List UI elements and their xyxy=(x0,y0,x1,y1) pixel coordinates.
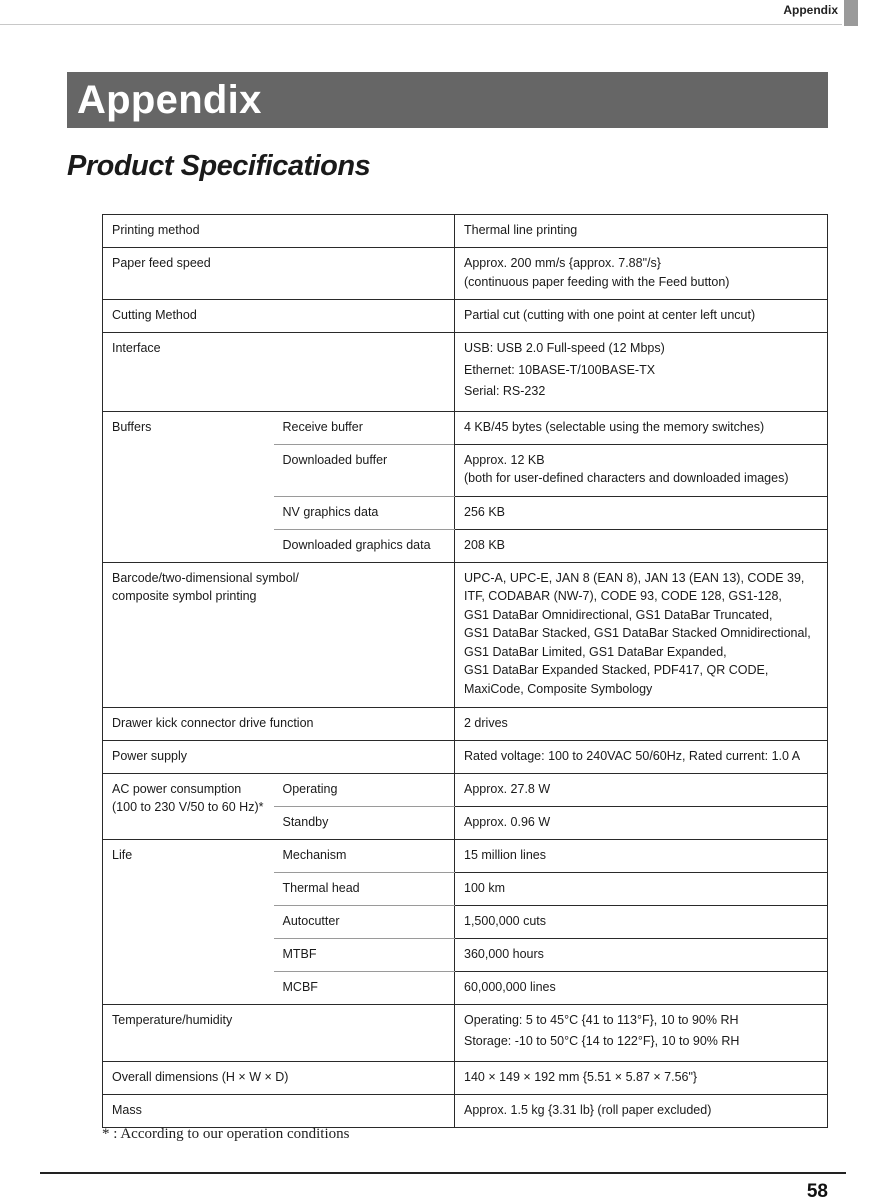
running-header: Appendix xyxy=(783,3,838,17)
table-row xyxy=(103,1061,828,1094)
spec-value: 360,000 hours xyxy=(455,938,828,971)
spec-label: AC power consumption (100 to 230 V/50 to 60 Hz)* xyxy=(103,773,274,839)
spec-label: Interface xyxy=(103,333,455,412)
table-row xyxy=(103,562,828,707)
page-title: Appendix xyxy=(67,72,828,128)
spec-sublabel: Receive buffer xyxy=(274,411,455,444)
spec-value: Approx. 0.96 W xyxy=(455,806,828,839)
spec-value: 1,500,000 cuts xyxy=(455,905,828,938)
spec-sublabel: NV graphics data xyxy=(274,496,455,529)
spec-sublabel: Downloaded graphics data xyxy=(274,529,455,562)
table-row xyxy=(103,773,828,806)
spec-label: Buffers xyxy=(103,411,274,562)
spec-value: Approx. 200 mm/s {approx. 7.88"/s} (continuous paper feeding with the Feed button) xyxy=(455,248,828,300)
table-row xyxy=(103,300,828,333)
footnote: * : According to our operation conditions xyxy=(102,1126,350,1142)
table-row xyxy=(103,740,828,773)
spec-label: Power supply xyxy=(103,740,455,773)
table-row xyxy=(103,1004,828,1061)
spec-label: Cutting Method xyxy=(103,300,455,333)
table-row xyxy=(103,411,828,444)
spec-value: 100 km xyxy=(455,872,828,905)
table-row xyxy=(103,333,828,412)
spec-value: 256 KB xyxy=(455,496,828,529)
table-row xyxy=(103,215,828,248)
spec-sublabel: Autocutter xyxy=(274,905,455,938)
spec-label: Drawer kick connector drive function xyxy=(103,707,455,740)
spec-label: Paper feed speed xyxy=(103,248,455,300)
header-tab-marker xyxy=(844,0,858,26)
spec-sublabel: MCBF xyxy=(274,971,455,1004)
spec-label: Temperature/humidity xyxy=(103,1004,455,1061)
spec-sublabel: Standby xyxy=(274,806,455,839)
spec-value: Approx. 12 KB (both for user-defined characters and downloaded images) xyxy=(455,444,828,496)
spec-value: Rated voltage: 100 to 240VAC 50/60Hz, Rated current: 1.0 A xyxy=(455,740,828,773)
spec-sublabel: Downloaded buffer xyxy=(274,444,455,496)
spec-value: UPC-A, UPC-E, JAN 8 (EAN 8), JAN 13 (EAN 13), CODE 39, ITF, CODABAR (NW-7), CODE 93, CODE 128, GS1-128, GS1 DataBar Omnidirectional, GS1 DataBar Truncated, GS1 DataBar Stacked, GS1 DataBar Stacked Omnidirectional, GS1 DataBar Limited, GS1 DataBar Expanded, GS1 DataBar Expanded Stacked, PDF417, QR CODE, MaxiCode, Composite Symbology xyxy=(455,562,828,707)
spec-label: Printing method xyxy=(103,215,455,248)
spec-label: Life xyxy=(103,839,274,1004)
table-row xyxy=(103,248,828,300)
spec-label: Mass xyxy=(103,1094,455,1127)
table-row xyxy=(103,1094,828,1127)
spec-value: 208 KB xyxy=(455,529,828,562)
spec-value: Approx. 1.5 kg {3.31 lb} (roll paper excluded) xyxy=(455,1094,828,1127)
table-row xyxy=(103,707,828,740)
table-row xyxy=(103,839,828,872)
spec-value: 4 KB/45 bytes (selectable using the memory switches) xyxy=(455,411,828,444)
spec-sublabel: Mechanism xyxy=(274,839,455,872)
spec-sublabel: Thermal head xyxy=(274,872,455,905)
spec-value: 60,000,000 lines xyxy=(455,971,828,1004)
spec-sublabel: Operating xyxy=(274,773,455,806)
page-number: 58 xyxy=(806,1181,828,1202)
footer-rule xyxy=(40,1172,846,1174)
header-rule xyxy=(0,24,842,25)
section-title: Product Specifications xyxy=(67,150,371,182)
spec-value: Partial cut (cutting with one point at center left uncut) xyxy=(455,300,828,333)
spec-value: 2 drives xyxy=(455,707,828,740)
spec-value: Approx. 27.8 W xyxy=(455,773,828,806)
spec-value: Thermal line printing xyxy=(455,215,828,248)
spec-label: Barcode/two-dimensional symbol/ composite symbol printing xyxy=(103,562,455,707)
spec-value: 140 × 149 × 192 mm {5.51 × 5.87 × 7.56"} xyxy=(455,1061,828,1094)
spec-value: Operating: 5 to 45°C {41 to 113°F}, 10 to 90% RH Storage: -10 to 50°C {14 to 122°F}, 10 to 90% RH xyxy=(455,1004,828,1061)
spec-label: Overall dimensions (H × W × D) xyxy=(103,1061,455,1094)
spec-value: 15 million lines xyxy=(455,839,828,872)
spec-value: USB: USB 2.0 Full-speed (12 Mbps) Ethernet: 10BASE-T/100BASE-TX Serial: RS-232 xyxy=(455,333,828,412)
specifications-table xyxy=(102,214,828,1128)
spec-sublabel: MTBF xyxy=(274,938,455,971)
